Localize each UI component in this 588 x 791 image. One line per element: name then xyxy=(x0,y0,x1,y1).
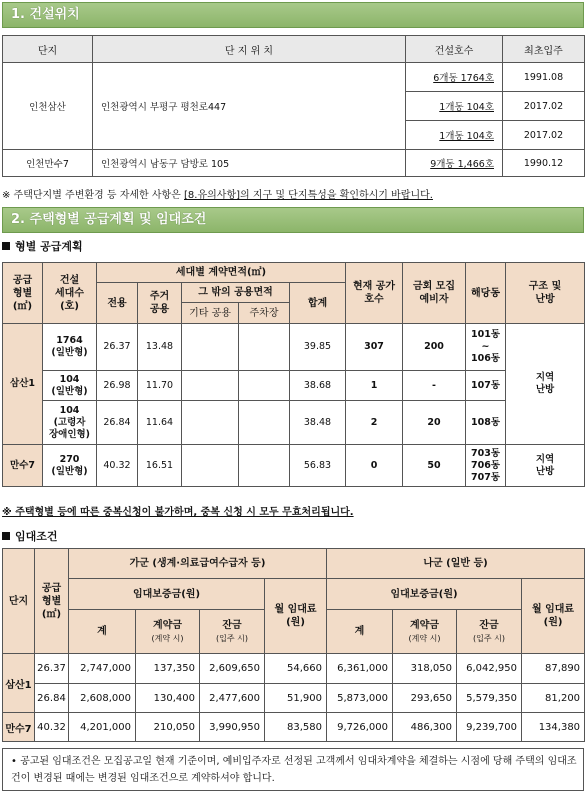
header-other-common: 그 밖의 공용면적 xyxy=(182,283,290,303)
supply-type: 26.37 xyxy=(35,654,69,684)
header-supply-type: 공급 형별 (㎡) xyxy=(35,549,69,654)
unit-count: 104 (일반형) xyxy=(43,371,97,401)
dong-range: 703동 706동 707동 xyxy=(466,445,506,487)
contract-deposit-b: 293,650 xyxy=(393,684,457,713)
exclusive-area: 26.84 xyxy=(97,401,138,445)
unit-count: 1764 (일반형) xyxy=(43,324,97,371)
section-1-note: ※ 주택단지별 주변환경 등 자세한 사항은 [8.유의사항]의 지구 및 단지특성을 확인하시기 바랍니다. xyxy=(2,190,433,201)
rent-conditions-heading: 임대조건 xyxy=(2,528,58,544)
unit-count: 1개동 104호 xyxy=(406,92,503,121)
header-deposit-a: 임대보증금(원) xyxy=(69,579,265,610)
header-monthly-rent-b: 월 임대료 (원) xyxy=(522,579,585,654)
monthly-rent-b: 87,890 xyxy=(522,654,585,684)
deposit-total-a: 2,608,000 xyxy=(69,684,136,713)
contract-deposit-a: 130,400 xyxy=(136,684,200,713)
rent-conditions-table xyxy=(2,548,585,742)
construction-location-table xyxy=(2,35,585,177)
unit-count: 6개동 1764호 xyxy=(406,63,503,92)
complex-address: 인천광역시 부평구 평천로447 xyxy=(93,63,406,150)
parking-area xyxy=(239,445,290,487)
header-balance-b: 잔금 (입주 시) xyxy=(457,610,522,654)
reserve-count: 50 xyxy=(403,445,466,487)
structure-heating: 지역 난방 xyxy=(506,324,585,445)
total-area: 56.83 xyxy=(290,445,346,487)
move-in-date: 2017.02 xyxy=(503,121,585,150)
monthly-rent-a: 83,580 xyxy=(265,713,327,742)
complex-address: 인천광역시 남동구 담방로 105 xyxy=(93,150,406,177)
total-area: 38.68 xyxy=(290,371,346,401)
header-contract-b: 계약금 (계약 시) xyxy=(393,610,457,654)
header-total: 합계 xyxy=(290,283,346,324)
parking-area xyxy=(239,401,290,445)
header-supply-type: 공급 형별 (㎡) xyxy=(3,263,43,324)
complex-name: 삼산1 xyxy=(3,654,35,713)
move-in-date: 1990.12 xyxy=(503,150,585,177)
balance-b: 6,042,950 xyxy=(457,654,522,684)
header-other-common-sub: 기타 공용 xyxy=(182,303,239,324)
monthly-rent-b: 134,380 xyxy=(522,713,585,742)
header-complex: 단지 xyxy=(3,36,93,63)
supply-note: ※ 주택형별 등에 따른 중복신청이 불가하며, 중복 신청 시 모두 무효처리됩니다. xyxy=(2,507,354,518)
vacant-count: 2 xyxy=(346,401,403,445)
deposit-total-a: 2,747,000 xyxy=(69,654,136,684)
other-common-area xyxy=(182,401,239,445)
complex-name: 만수7 xyxy=(3,445,43,487)
other-common-area xyxy=(182,371,239,401)
deposit-total-b: 9,726,000 xyxy=(327,713,393,742)
complex-name: 인천삼산 xyxy=(3,63,93,150)
header-vacant: 현재 공가 호수 xyxy=(346,263,403,324)
vacant-count: 0 xyxy=(346,445,403,487)
header-reserve: 금회 모집 예비자 xyxy=(403,263,466,324)
exclusive-area: 40.32 xyxy=(97,445,138,487)
complex-name: 삼산1 xyxy=(3,324,43,445)
unit-count: 1개동 104호 xyxy=(406,121,503,150)
dong-range: 107동 xyxy=(466,371,506,401)
deposit-total-b: 6,361,000 xyxy=(327,654,393,684)
header-parking: 주차장 xyxy=(239,303,290,324)
move-in-date: 2017.02 xyxy=(503,92,585,121)
unit-count: 270 (일반형) xyxy=(43,445,97,487)
parking-area xyxy=(239,324,290,371)
balance-b: 5,579,350 xyxy=(457,684,522,713)
square-bullet-icon xyxy=(2,532,10,540)
move-in-date: 1991.08 xyxy=(503,63,585,92)
vacant-count: 1 xyxy=(346,371,403,401)
dong-range: 101동 ~ 106동 xyxy=(466,324,506,371)
total-area: 38.48 xyxy=(290,401,346,445)
residential-area: 13.48 xyxy=(138,324,182,371)
header-deposit-total-b: 계 xyxy=(327,610,393,654)
reserve-count: - xyxy=(403,371,466,401)
header-exclusive: 전용 xyxy=(97,283,138,324)
supply-type: 26.84 xyxy=(35,684,69,713)
section-1-title: 1. 건설위치 xyxy=(2,2,584,28)
supply-plan-table xyxy=(2,262,585,487)
deposit-total-a: 4,201,000 xyxy=(69,713,136,742)
square-bullet-icon xyxy=(2,242,10,250)
dong-range: 108동 xyxy=(466,401,506,445)
supply-type: 40.32 xyxy=(35,713,69,742)
unit-count: 9개동 1,466호 xyxy=(406,150,503,177)
header-structure: 구조 및 난방 xyxy=(506,263,585,324)
other-common-area xyxy=(182,324,239,371)
reserve-count: 200 xyxy=(403,324,466,371)
parking-area xyxy=(239,371,290,401)
header-deposit-b: 임대보증금(원) xyxy=(327,579,522,610)
unit-count: 104 (고령자 장애인형) xyxy=(43,401,97,445)
complex-name: 인천만수7 xyxy=(3,150,93,177)
contract-deposit-a: 210,050 xyxy=(136,713,200,742)
header-complex: 단지 xyxy=(3,549,35,654)
other-common-area xyxy=(182,445,239,487)
header-group-a: 가군 (생계·의료급여수급자 등) xyxy=(69,549,327,579)
header-monthly-rent-a: 월 임대료 (원) xyxy=(265,579,327,654)
residential-area: 16.51 xyxy=(138,445,182,487)
monthly-rent-a: 54,660 xyxy=(265,654,327,684)
header-unit-count: 건설 세대수 (호) xyxy=(43,263,97,324)
header-group-b: 나군 (일반 등) xyxy=(327,549,585,579)
contract-deposit-a: 137,350 xyxy=(136,654,200,684)
header-deposit-total-a: 계 xyxy=(69,610,136,654)
contract-deposit-b: 486,300 xyxy=(393,713,457,742)
residential-area: 11.70 xyxy=(138,371,182,401)
header-first-move-in: 최초입주 xyxy=(503,36,585,63)
exclusive-area: 26.37 xyxy=(97,324,138,371)
header-balance-a: 잔금 (입주 시) xyxy=(200,610,265,654)
header-unit-count: 건설호수 xyxy=(406,36,503,63)
supply-plan-heading: 형별 공급계획 xyxy=(2,238,83,254)
header-location: 단 지 위 치 xyxy=(93,36,406,63)
exclusive-area: 26.98 xyxy=(97,371,138,401)
contract-deposit-b: 318,050 xyxy=(393,654,457,684)
balance-b: 9,239,700 xyxy=(457,713,522,742)
header-contract-area: 세대별 계약면적(㎡) xyxy=(97,263,346,283)
balance-a: 3,990,950 xyxy=(200,713,265,742)
section-2-title: 2. 주택형별 공급계획 및 임대조건 xyxy=(2,207,584,233)
complex-name: 만수7 xyxy=(3,713,35,742)
total-area: 39.85 xyxy=(290,324,346,371)
header-contract-a: 계약금 (계약 시) xyxy=(136,610,200,654)
balance-a: 2,477,600 xyxy=(200,684,265,713)
header-residential-common: 주거 공용 xyxy=(138,283,182,324)
residential-area: 11.64 xyxy=(138,401,182,445)
header-dong: 해당동 xyxy=(466,263,506,324)
rent-conditions-note: • 공고된 임대조건은 모집공고일 현재 기준이며, 예비입주자로 선정된 고객께서 임대차계약을 체결하는 시점에 당해 주택의 임대조건이 변경된 때에는 변경된 임대조건으로 계약하셔야 합니다. xyxy=(2,748,584,791)
vacant-count: 307 xyxy=(346,324,403,371)
monthly-rent-a: 51,900 xyxy=(265,684,327,713)
structure-heating: 지역 난방 xyxy=(506,445,585,487)
monthly-rent-b: 81,200 xyxy=(522,684,585,713)
balance-a: 2,609,650 xyxy=(200,654,265,684)
reserve-count: 20 xyxy=(403,401,466,445)
deposit-total-b: 5,873,000 xyxy=(327,684,393,713)
